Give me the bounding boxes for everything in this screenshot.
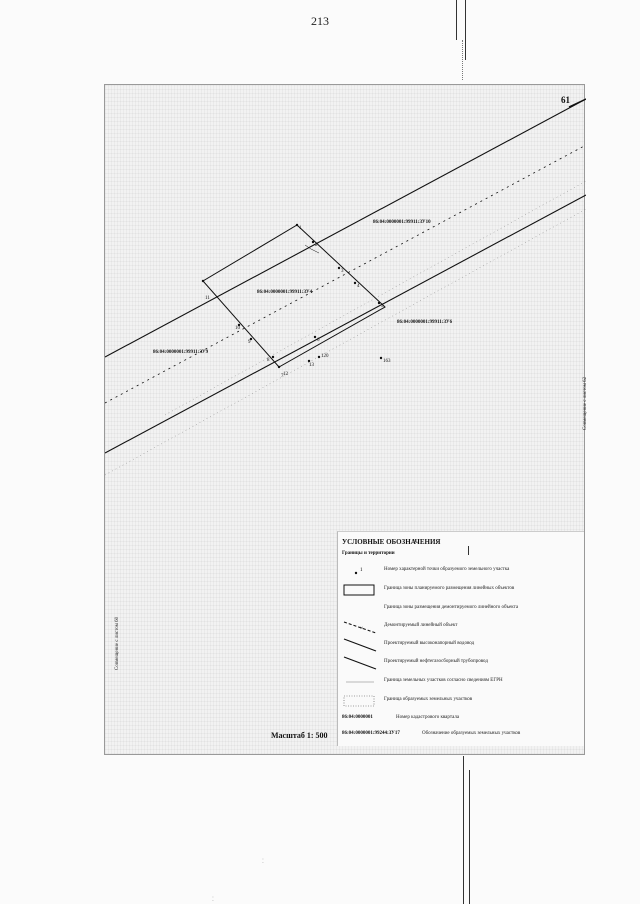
egrn-boundary xyxy=(105,209,586,475)
point-number: 163 xyxy=(383,359,391,364)
oil-pipeline-icon xyxy=(342,656,378,670)
side-note-right: Совмещение с листом 62 xyxy=(583,376,588,430)
legend-code: 86:04:0000001:99244:ЗУ17 xyxy=(342,731,400,736)
point-marker xyxy=(202,280,204,282)
legend-code: 86:04:0000001 xyxy=(342,715,373,720)
point-number: 11 xyxy=(205,296,210,301)
water-pipeline-icon xyxy=(342,638,378,652)
legend-label: Номер характерной точки образуемого земельного участка xyxy=(384,567,510,572)
legend-item xyxy=(342,694,582,708)
point-marker xyxy=(338,267,340,269)
legend-label: Граница образуемых земельных участков xyxy=(384,697,473,702)
map-frame xyxy=(104,84,588,755)
point-number: 2 xyxy=(315,243,318,248)
point-marker xyxy=(380,357,382,359)
point-number: 6 xyxy=(317,338,320,343)
point-number: 10 xyxy=(235,326,240,331)
egrn-boundary-icon xyxy=(342,675,378,689)
legend-item xyxy=(342,564,582,578)
legend-code-label: Номер кадастрового квартала xyxy=(396,715,460,720)
point-number: 120 xyxy=(321,354,329,359)
point-marker xyxy=(308,360,310,362)
point-number: 5 xyxy=(381,304,384,309)
legend-item xyxy=(342,620,582,634)
point-marker xyxy=(378,302,380,304)
svg-text:×: × xyxy=(360,626,364,632)
parcel-label: 86:04:0000001:99911:ЗУ9 xyxy=(153,350,209,355)
point-marker xyxy=(312,241,314,243)
pipeline-upper xyxy=(105,99,586,357)
page-number: 213 xyxy=(311,14,329,28)
point-marker xyxy=(318,356,320,358)
scan-artifact xyxy=(462,40,463,80)
legend-label: Демонтируемый линейный объект xyxy=(384,623,458,628)
legend-item xyxy=(342,675,582,689)
formed-parcel-boundary-icon xyxy=(342,694,378,708)
planned-zone-polygon xyxy=(203,225,385,367)
map-scale: Масштаб 1: 500 xyxy=(271,731,328,740)
point-number: 4 xyxy=(357,284,360,289)
point-marker xyxy=(354,282,356,284)
point-marker xyxy=(314,336,316,338)
point-marker xyxy=(296,224,298,226)
legend-item xyxy=(342,583,582,597)
point-number: 12 xyxy=(283,372,288,377)
legend xyxy=(337,531,584,746)
parcel-label: 86:04:0000001:99911:ЗУ6 xyxy=(397,320,453,325)
legend-item xyxy=(342,656,582,670)
side-note-left: Совмещение с листом 60 xyxy=(115,616,120,670)
point-marker xyxy=(278,366,280,368)
legend-label: Граница зоны планируемого размещения линейных объектов xyxy=(384,586,515,591)
point-number: 8 xyxy=(267,358,270,363)
point-number: 9 xyxy=(248,340,251,345)
pipeline-lower xyxy=(105,195,586,453)
point-marker xyxy=(272,356,274,358)
legend-label: Граница земельных участков согласно сведениям ЕГРН xyxy=(384,678,503,683)
legend-title: УСЛОВНЫЕ ОБОЗНАЧЕНИЯ xyxy=(342,538,441,546)
scan-smudge: ⁚ xyxy=(262,859,264,865)
text-cursor xyxy=(468,546,469,555)
binding-line xyxy=(469,770,470,904)
legend-label: Проектируемый высоконапорный водовод xyxy=(384,641,475,646)
sheet-number: 61 xyxy=(561,95,570,105)
point-symbol-icon xyxy=(342,564,378,578)
binding-line xyxy=(456,0,457,40)
sheet-edge-tick xyxy=(569,99,586,107)
legend-item xyxy=(342,602,582,616)
parcel-label: 86:04:0000001:99911:ЗУ4 xyxy=(257,290,313,295)
dismantled-line-icon xyxy=(342,620,378,634)
point-number: 13 xyxy=(309,363,314,368)
legend-label: Проектируемый нефтегазосборный трубопровод xyxy=(384,659,488,664)
binding-line xyxy=(463,756,464,904)
point-number: 3 xyxy=(341,269,344,274)
scan-smudge: ⁚ xyxy=(212,897,214,903)
legend-subtitle: Границы и территории xyxy=(342,551,395,556)
legend-code-label: Обозначение образуемых земельных участков xyxy=(422,731,521,736)
binding-line xyxy=(465,0,466,60)
parcel-label: 86:04:0000001:99911:ЗУ10 xyxy=(373,220,431,225)
blank-symbol-icon xyxy=(342,602,378,616)
point-number: 7 xyxy=(281,374,284,379)
point-number: 1 xyxy=(299,226,302,231)
point-symbol-number: 1 xyxy=(360,568,363,573)
legend-item xyxy=(342,638,582,652)
dismantled-line xyxy=(105,145,586,403)
legend-label: Граница зоны размещения демонтируемого линейного объекта xyxy=(384,605,519,610)
zone-rect-icon xyxy=(342,583,378,597)
